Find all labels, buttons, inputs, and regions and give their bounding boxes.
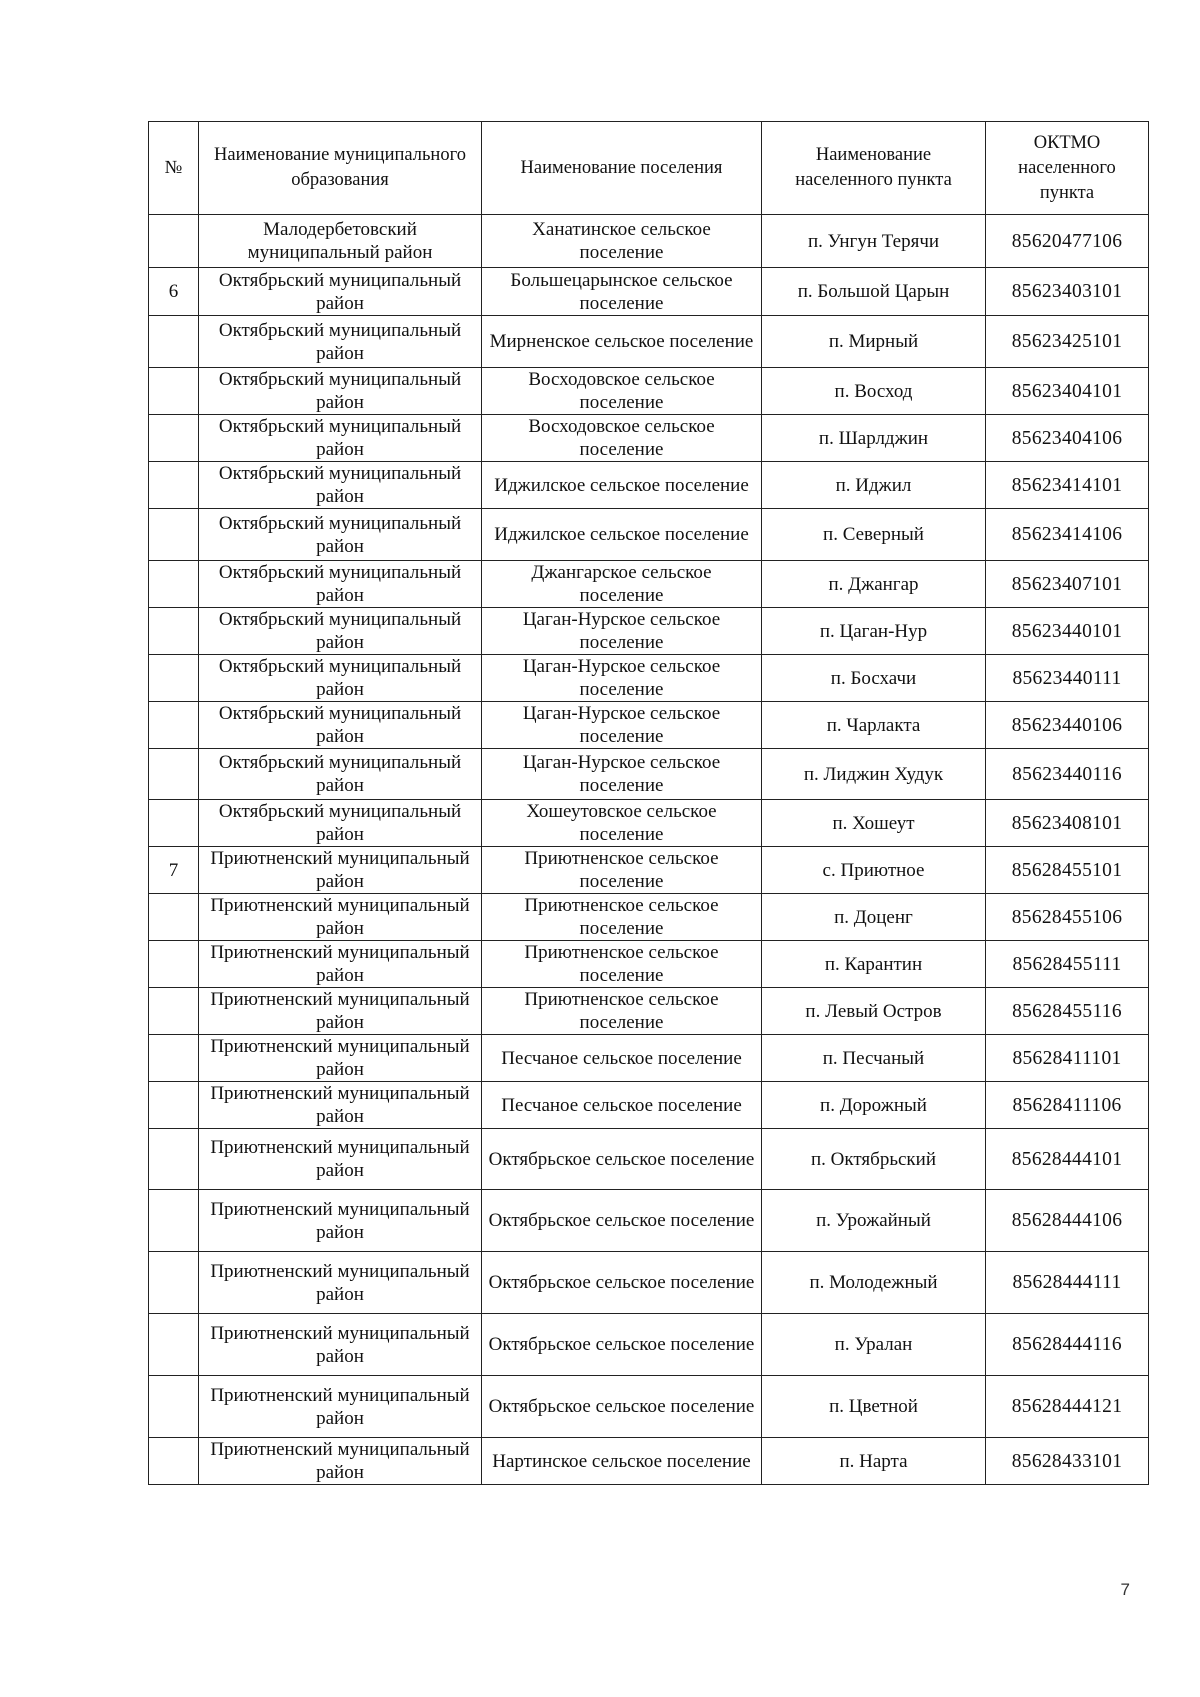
locality-cell: п. Унгун Терячи <box>762 215 986 268</box>
header-settlement: Наименование поселения <box>482 122 762 215</box>
table-row <box>149 988 1149 1035</box>
header-oktmo: ОКТМО населенного пункта <box>986 122 1149 215</box>
municipality-cell: Октябрьский муниципальный район <box>199 749 482 800</box>
municipality-cell: Октябрьский муниципальный район <box>199 608 482 655</box>
locality-cell: п. Северный <box>762 509 986 561</box>
locality-cell: п. Босхачи <box>762 655 986 702</box>
locality-cell: п. Уралан <box>762 1314 986 1376</box>
row-number <box>149 941 199 988</box>
municipality-cell: Приютненский муниципальный район <box>199 988 482 1035</box>
table-row <box>149 749 1149 800</box>
table-row <box>149 1129 1149 1190</box>
row-number <box>149 509 199 561</box>
row-number <box>149 749 199 800</box>
municipality-cell: Октябрьский муниципальный район <box>199 509 482 561</box>
locality-cell: п. Доценг <box>762 894 986 941</box>
oktmo-cell: 85620477106 <box>986 215 1149 268</box>
municipality-cell: Приютненский муниципальный район <box>199 1082 482 1129</box>
settlement-cell: Октябрьское сельское поселение <box>482 1129 762 1190</box>
row-number <box>149 608 199 655</box>
settlements-table <box>148 121 1149 1485</box>
table-row <box>149 215 1149 268</box>
municipality-cell: Приютненский муниципальный район <box>199 1129 482 1190</box>
table-row <box>149 1035 1149 1082</box>
row-number <box>149 1129 199 1190</box>
table-row <box>149 1082 1149 1129</box>
settlement-cell: Восходовское сельское поселение <box>482 415 762 462</box>
table-row <box>149 655 1149 702</box>
municipality-cell: Октябрьский муниципальный район <box>199 561 482 608</box>
settlement-cell: Октябрьское сельское поселение <box>482 1376 762 1438</box>
row-number <box>149 1082 199 1129</box>
locality-cell: п. Хошеут <box>762 800 986 847</box>
row-number <box>149 1376 199 1438</box>
municipality-cell: Октябрьский муниципальный район <box>199 702 482 749</box>
row-number: 7 <box>149 847 199 894</box>
locality-cell: п. Цветной <box>762 1376 986 1438</box>
row-number <box>149 1190 199 1252</box>
locality-cell: п. Большой Царын <box>762 268 986 316</box>
municipality-cell: Октябрьский муниципальный район <box>199 800 482 847</box>
table-row <box>149 316 1149 368</box>
table-row <box>149 268 1149 316</box>
locality-cell: п. Чарлакта <box>762 702 986 749</box>
municipality-cell: Приютненский муниципальный район <box>199 847 482 894</box>
table-row <box>149 608 1149 655</box>
table-row <box>149 941 1149 988</box>
table-row <box>149 368 1149 415</box>
table-row <box>149 1190 1149 1252</box>
locality-cell: п. Песчаный <box>762 1035 986 1082</box>
locality-cell: п. Джангар <box>762 561 986 608</box>
table-row <box>149 462 1149 509</box>
row-number <box>149 1314 199 1376</box>
table-row <box>149 509 1149 561</box>
table-row <box>149 1376 1149 1438</box>
oktmo-cell: 85628444121 <box>986 1376 1149 1438</box>
row-number <box>149 561 199 608</box>
locality-cell: п. Мирный <box>762 316 986 368</box>
oktmo-cell: 85628444111 <box>986 1252 1149 1314</box>
row-number <box>149 368 199 415</box>
table-row <box>149 1438 1149 1485</box>
table-body <box>149 215 1149 1485</box>
settlement-cell: Большецарынское сельское поселение <box>482 268 762 316</box>
settlement-cell: Приютненское сельское поселение <box>482 894 762 941</box>
municipality-cell: Октябрьский муниципальный район <box>199 316 482 368</box>
oktmo-cell: 85628455101 <box>986 847 1149 894</box>
table-row <box>149 800 1149 847</box>
locality-cell: п. Молодежный <box>762 1252 986 1314</box>
row-number <box>149 1252 199 1314</box>
table-header <box>149 122 1149 215</box>
oktmo-cell: 85628411106 <box>986 1082 1149 1129</box>
row-number <box>149 702 199 749</box>
municipality-cell: Малодербетовский муниципальный район <box>199 215 482 268</box>
locality-cell: п. Цаган-Нур <box>762 608 986 655</box>
locality-cell: п. Иджил <box>762 462 986 509</box>
oktmo-cell: 85628444106 <box>986 1190 1149 1252</box>
settlement-cell: Октябрьское сельское поселение <box>482 1190 762 1252</box>
table-row <box>149 561 1149 608</box>
settlement-cell: Октябрьское сельское поселение <box>482 1252 762 1314</box>
table-row <box>149 894 1149 941</box>
row-number <box>149 800 199 847</box>
municipality-cell: Приютненский муниципальный район <box>199 894 482 941</box>
row-number <box>149 1438 199 1485</box>
oktmo-cell: 85623403101 <box>986 268 1149 316</box>
oktmo-cell: 85628444116 <box>986 1314 1149 1376</box>
locality-cell: п. Шарлджин <box>762 415 986 462</box>
locality-cell: п. Карантин <box>762 941 986 988</box>
settlement-cell: Нартинское сельское поселение <box>482 1438 762 1485</box>
locality-cell: п. Восход <box>762 368 986 415</box>
settlement-cell: Цаган-Нурское сельское поселение <box>482 749 762 800</box>
oktmo-cell: 85623414106 <box>986 509 1149 561</box>
settlement-cell: Иджилское сельское поселение <box>482 509 762 561</box>
locality-cell: п. Урожайный <box>762 1190 986 1252</box>
municipality-cell: Октябрьский муниципальный район <box>199 415 482 462</box>
header-municipality: Наименование муниципального образования <box>199 122 482 215</box>
municipality-cell: Октябрьский муниципальный район <box>199 655 482 702</box>
locality-cell: п. Октябрьский <box>762 1129 986 1190</box>
settlement-cell: Цаган-Нурское сельское поселение <box>482 702 762 749</box>
settlement-cell: Октябрьское сельское поселение <box>482 1314 762 1376</box>
oktmo-cell: 85623440106 <box>986 702 1149 749</box>
locality-cell: п. Дорожный <box>762 1082 986 1129</box>
table-row <box>149 1252 1149 1314</box>
settlement-cell: Иджилское сельское поселение <box>482 462 762 509</box>
municipality-cell: Октябрьский муниципальный район <box>199 462 482 509</box>
locality-cell: п. Левый Остров <box>762 988 986 1035</box>
row-number <box>149 462 199 509</box>
row-number <box>149 988 199 1035</box>
municipality-cell: Октябрьский муниципальный район <box>199 268 482 316</box>
municipality-cell: Октябрьский муниципальный район <box>199 368 482 415</box>
settlement-cell: Приютненское сельское поселение <box>482 847 762 894</box>
page-number: 7 <box>1120 1580 1130 1599</box>
settlement-cell: Приютненское сельское поселение <box>482 988 762 1035</box>
oktmo-cell: 85623440111 <box>986 655 1149 702</box>
row-number <box>149 1035 199 1082</box>
row-number <box>149 894 199 941</box>
header-number: № <box>149 122 199 215</box>
settlement-cell: Джангарское сельское поселение <box>482 561 762 608</box>
oktmo-cell: 85623425101 <box>986 316 1149 368</box>
municipality-cell: Приютненский муниципальный район <box>199 1314 482 1376</box>
table-row <box>149 702 1149 749</box>
settlement-cell: Приютненское сельское поселение <box>482 941 762 988</box>
municipality-cell: Приютненский муниципальный район <box>199 1438 482 1485</box>
row-number <box>149 215 199 268</box>
row-number <box>149 316 199 368</box>
oktmo-cell: 85628444101 <box>986 1129 1149 1190</box>
settlement-cell: Цаган-Нурское сельское поселение <box>482 608 762 655</box>
locality-cell: п. Нарта <box>762 1438 986 1485</box>
settlement-cell: Песчаное сельское поселение <box>482 1035 762 1082</box>
municipality-cell: Приютненский муниципальный район <box>199 1376 482 1438</box>
settlement-cell: Восходовское сельское поселение <box>482 368 762 415</box>
oktmo-cell: 85628455106 <box>986 894 1149 941</box>
settlement-cell: Цаган-Нурское сельское поселение <box>482 655 762 702</box>
settlement-cell: Мирненское сельское поселение <box>482 316 762 368</box>
oktmo-cell: 85623440116 <box>986 749 1149 800</box>
oktmo-cell: 85628411101 <box>986 1035 1149 1082</box>
oktmo-cell: 85623407101 <box>986 561 1149 608</box>
oktmo-cell: 85628455116 <box>986 988 1149 1035</box>
municipality-cell: Приютненский муниципальный район <box>199 1035 482 1082</box>
header-locality: Наименование населенного пункта <box>762 122 986 215</box>
header-row <box>149 122 1149 215</box>
settlement-cell: Ханатинское сельское поселение <box>482 215 762 268</box>
row-number <box>149 655 199 702</box>
oktmo-cell: 85623404101 <box>986 368 1149 415</box>
oktmo-cell: 85623408101 <box>986 800 1149 847</box>
municipality-cell: Приютненский муниципальный район <box>199 1190 482 1252</box>
table-row <box>149 1314 1149 1376</box>
locality-cell: с. Приютное <box>762 847 986 894</box>
row-number <box>149 415 199 462</box>
oktmo-cell: 85623404106 <box>986 415 1149 462</box>
table-row <box>149 415 1149 462</box>
locality-cell: п. Лиджин Худук <box>762 749 986 800</box>
oktmo-cell: 85628455111 <box>986 941 1149 988</box>
oktmo-cell: 85623414101 <box>986 462 1149 509</box>
municipality-cell: Приютненский муниципальный район <box>199 941 482 988</box>
table-row <box>149 847 1149 894</box>
settlement-cell: Хошеутовское сельское поселение <box>482 800 762 847</box>
oktmo-cell: 85623440101 <box>986 608 1149 655</box>
municipality-cell: Приютненский муниципальный район <box>199 1252 482 1314</box>
settlement-cell: Песчаное сельское поселение <box>482 1082 762 1129</box>
row-number: 6 <box>149 268 199 316</box>
oktmo-cell: 85628433101 <box>986 1438 1149 1485</box>
